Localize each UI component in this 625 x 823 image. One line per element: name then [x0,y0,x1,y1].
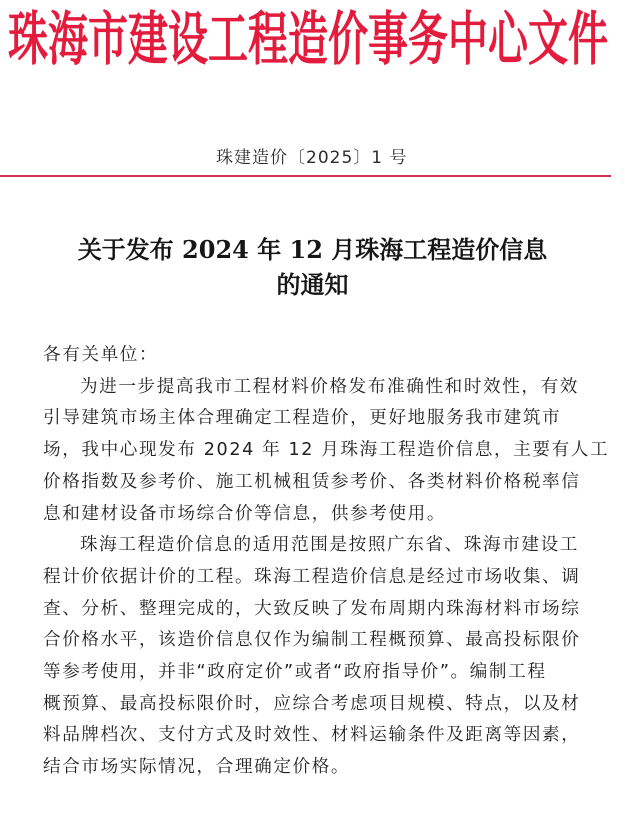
body-line: 合价格水平，该造价信息仅作为编制工程概预算、最高投标限价 [43,630,581,651]
salutation [43,340,577,372]
body-line: 查、分析、整理完成的，大致反映了发布周期内珠海材料市场综 [43,598,581,619]
notice-title-line1: 关于发布 2024 年 12 月珠海工程造价信息 [77,235,548,264]
header-char: 心 [488,6,528,74]
header-char: 务 [408,6,448,74]
header-char: 设 [168,6,208,74]
body-line: 概预算、最高投标限价时，应综合考虑项目规模、特点，以及材 [43,693,581,714]
body-line: 结合市场实际情况，合理确定价格。 [43,757,351,778]
header-char: 程 [248,6,288,74]
header-char: 件 [568,6,608,74]
header-char: 价 [328,6,368,74]
salutation-text: 各有关单位： [43,345,159,365]
body-line: 息和建材设备市场综合价等信息，供参考使用。 [43,503,447,524]
document-number: 珠建造价〔2025〕1 号 [216,148,408,168]
body-line: 等参考使用，并非“政府定价”或者“政府指导价”。编制工程 [43,662,547,683]
notice-title-line2: 的通知 [276,270,349,299]
body-line: 程计价依据计价的工程。珠海工程造价信息是经过市场收集、调 [43,566,581,587]
body-line: 珠海工程造价信息的适用范围是按照广东省、珠海市建设工 [79,535,579,556]
header-char: 文 [528,6,568,74]
red-divider-rule [0,175,611,177]
body-line: 场，我中心现发布 2024 年 12 月珠海工程造价信息，主要有人工 [43,440,610,461]
paragraph-2 [43,530,581,784]
body-line: 料品牌档次、支付方式及时效性、材料运输条件及距离等因素， [43,725,581,746]
header-char: 珠 [8,6,48,74]
body-line: 为进一步提高我市工程材料价格发布准确性和时效性，有效 [79,376,579,397]
body-line: 价格指数及参考价、施工机械租赁参考价、各类材料价格税率信 [43,471,581,492]
header-char: 海 [48,6,88,74]
header-char: 事 [368,6,408,74]
header-char: 中 [448,6,488,74]
header-char: 市 [88,6,128,74]
paragraph-1 [43,372,610,531]
header-char: 工 [208,6,248,74]
notice-body [43,340,610,784]
header-char: 建 [128,6,168,74]
body-line: 引导建筑市场主体合理确定工程造价，更好地服务我市建筑市 [43,408,562,429]
header-char: 造 [288,6,328,74]
agency-header-title [8,6,608,74]
